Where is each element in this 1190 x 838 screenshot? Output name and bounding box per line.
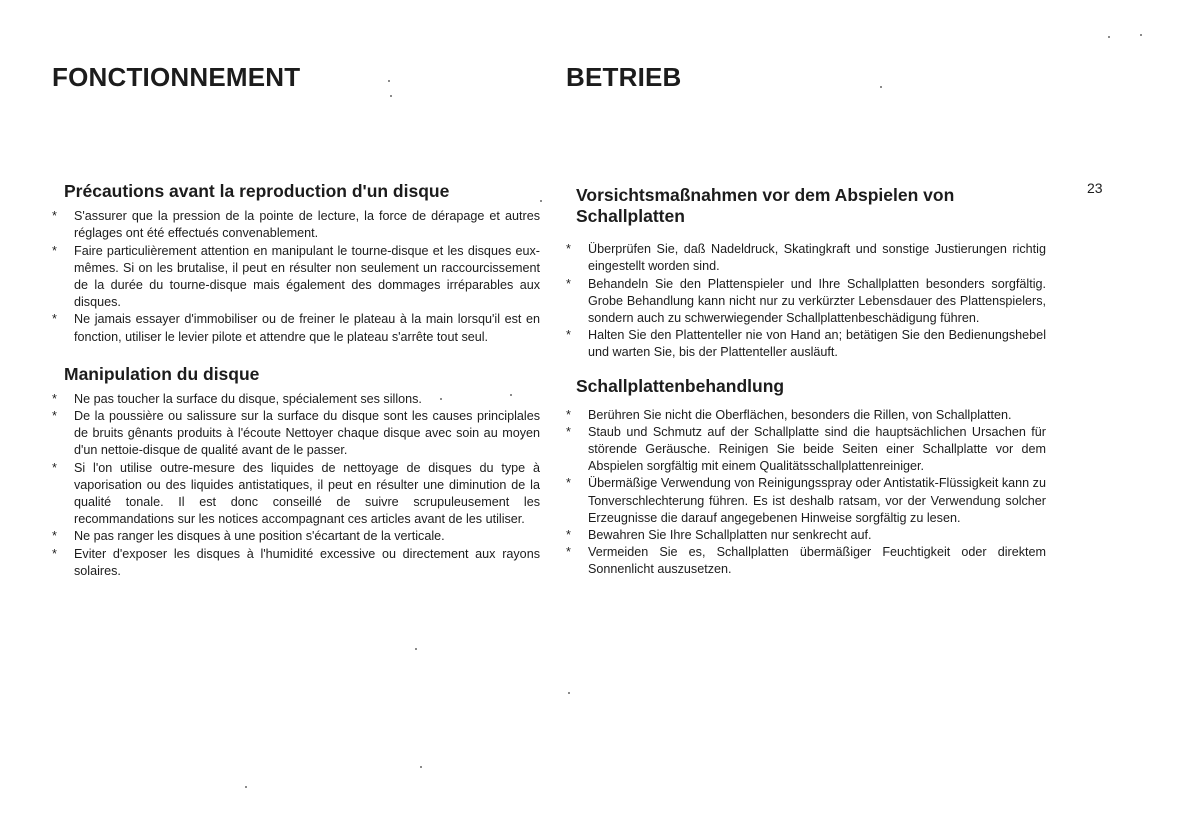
list-item: * Eviter d'exposer les disques à l'humidité excessive ou directement aux rayons solaires.	[52, 546, 540, 578]
list-item: * Vermeiden Sie es, Schallplatten übermäßiger Feuchtigkeit oder direktem Sonnenlicht auszusetzen.	[566, 545, 1046, 577]
list-item: * De la poussière ou salissure sur la surface du disque sont les causes principlales de bruits gênants produits à l'écoute Nettoyer chaque disque avec soin au moyen d'un nettoie-disque de qualité avant de le passer.	[52, 409, 540, 458]
list-item: * Ne pas toucher la surface du disque, spécialement ses sillons.	[52, 391, 422, 406]
scan-speck	[1140, 34, 1142, 36]
list-item: * Berühren Sie nicht die Oberflächen, besonders die Rillen, von Schallplatten.	[566, 407, 1012, 422]
french-section-precautions	[52, 181, 540, 346]
french-manipulation-list	[52, 391, 540, 580]
scan-speck	[510, 394, 512, 396]
german-section-heading: Vorsichtsmaßnahmen vor dem Abspielen von Schallplatten	[576, 185, 955, 227]
list-item: * Staub und Schmutz auf der Schallplatte sind die hauptsächlichen Ursachen für störende Geräusche. Reinigen Sie beide Seiten einer Schallplatte vor dem Abspielen sorgfältig mit einem Qualitätsschallplattenreiniger.	[566, 424, 1046, 474]
scan-speck	[568, 692, 570, 694]
french-column	[52, 62, 540, 580]
scan-speck	[540, 200, 542, 202]
french-section-manipulation	[52, 364, 540, 580]
german-column	[566, 62, 1046, 579]
list-item: * S'assurer que la pression de la pointe de lecture, la force de dérapage et autres réglages ont été effectués convenablement.	[52, 209, 540, 241]
list-item: * Ne jamais essayer d'immobiliser ou de freiner le plateau à la main lorsqu'il est en fonction, utiliser le levier pilote et attendre que le plateau s'arrête tout seul.	[52, 312, 540, 344]
french-page-title: FONCTIONNEMENT	[52, 62, 301, 92]
scan-speck	[440, 398, 442, 400]
french-section-heading: Manipulation du disque	[64, 363, 260, 384]
german-precautions-list	[566, 241, 1046, 361]
scan-speck	[388, 80, 390, 82]
german-section-handling	[566, 376, 1046, 579]
list-item: * Halten Sie den Plattenteller nie von Hand an; betätigen Sie den Bedienungshebel und warten Sie, bis der Plattenteller ausläuft.	[566, 328, 1046, 360]
scan-speck	[1108, 36, 1110, 38]
list-item: * Si l'on utilise outre-mesure des liquides de nettoyage de disques du type à vaporisation ou des liquides antistatiques, il peut en résulter une diminution de la qualité tonale. Il est donc conseillé de suivre scrupuleusement les recommandations sur les notices accompagnant ces articles avant de les utiliser.	[52, 460, 540, 527]
german-page-title: BETRIEB	[566, 62, 682, 92]
scan-speck	[420, 766, 422, 768]
scan-speck	[390, 95, 392, 97]
scan-speck	[880, 86, 882, 88]
german-section-heading: Schallplattenbehandlung	[576, 375, 785, 396]
list-item: * Überprüfen Sie, daß Nadeldruck, Skatingkraft und sonstige Justierungen richtig eingestellt worden sind.	[566, 242, 1046, 274]
list-item: * Übermäßige Verwendung von Reinigungsspray oder Antistatik-Flüssigkeit kann zu Tonverschlechterung führen. Es ist deshalb ratsam, vor der Verwendung solcher Erzeugnisse die darauf angegebenen Hinweise sorgfältig zu lesen.	[566, 476, 1046, 525]
page-number: 23	[1087, 180, 1103, 196]
list-item: * Ne pas ranger les disques à une position s'écartant de la verticale.	[52, 529, 445, 544]
list-item: * Bewahren Sie Ihre Schallplatten nur senkrecht auf.	[566, 528, 872, 543]
scan-speck	[415, 648, 417, 650]
list-item: * Behandeln Sie den Plattenspieler und Ihre Schallplatten besonders sorgfältig. Grobe Behandlung kann nicht nur zu verkürzter Lebensdauer des Plattenspielers, sondern auch zu schwerwiegender Schallplattenbeschädigung führen.	[566, 276, 1046, 325]
german-section-precautions	[566, 185, 1046, 361]
french-precautions-list	[52, 208, 540, 346]
list-item: * Faire particulièrement attention en manipulant le tourne-disque et les disques eux-mêmes. Si on les brutalise, il peut en résulter non seulement un raccourcissement de la durée du tourne-disque mais également des dommages irréparables aux disques.	[52, 243, 540, 310]
german-handling-list	[566, 407, 1046, 579]
french-section-heading: Précautions avant la reproduction d'un disque	[64, 181, 450, 202]
scan-speck	[245, 786, 247, 788]
